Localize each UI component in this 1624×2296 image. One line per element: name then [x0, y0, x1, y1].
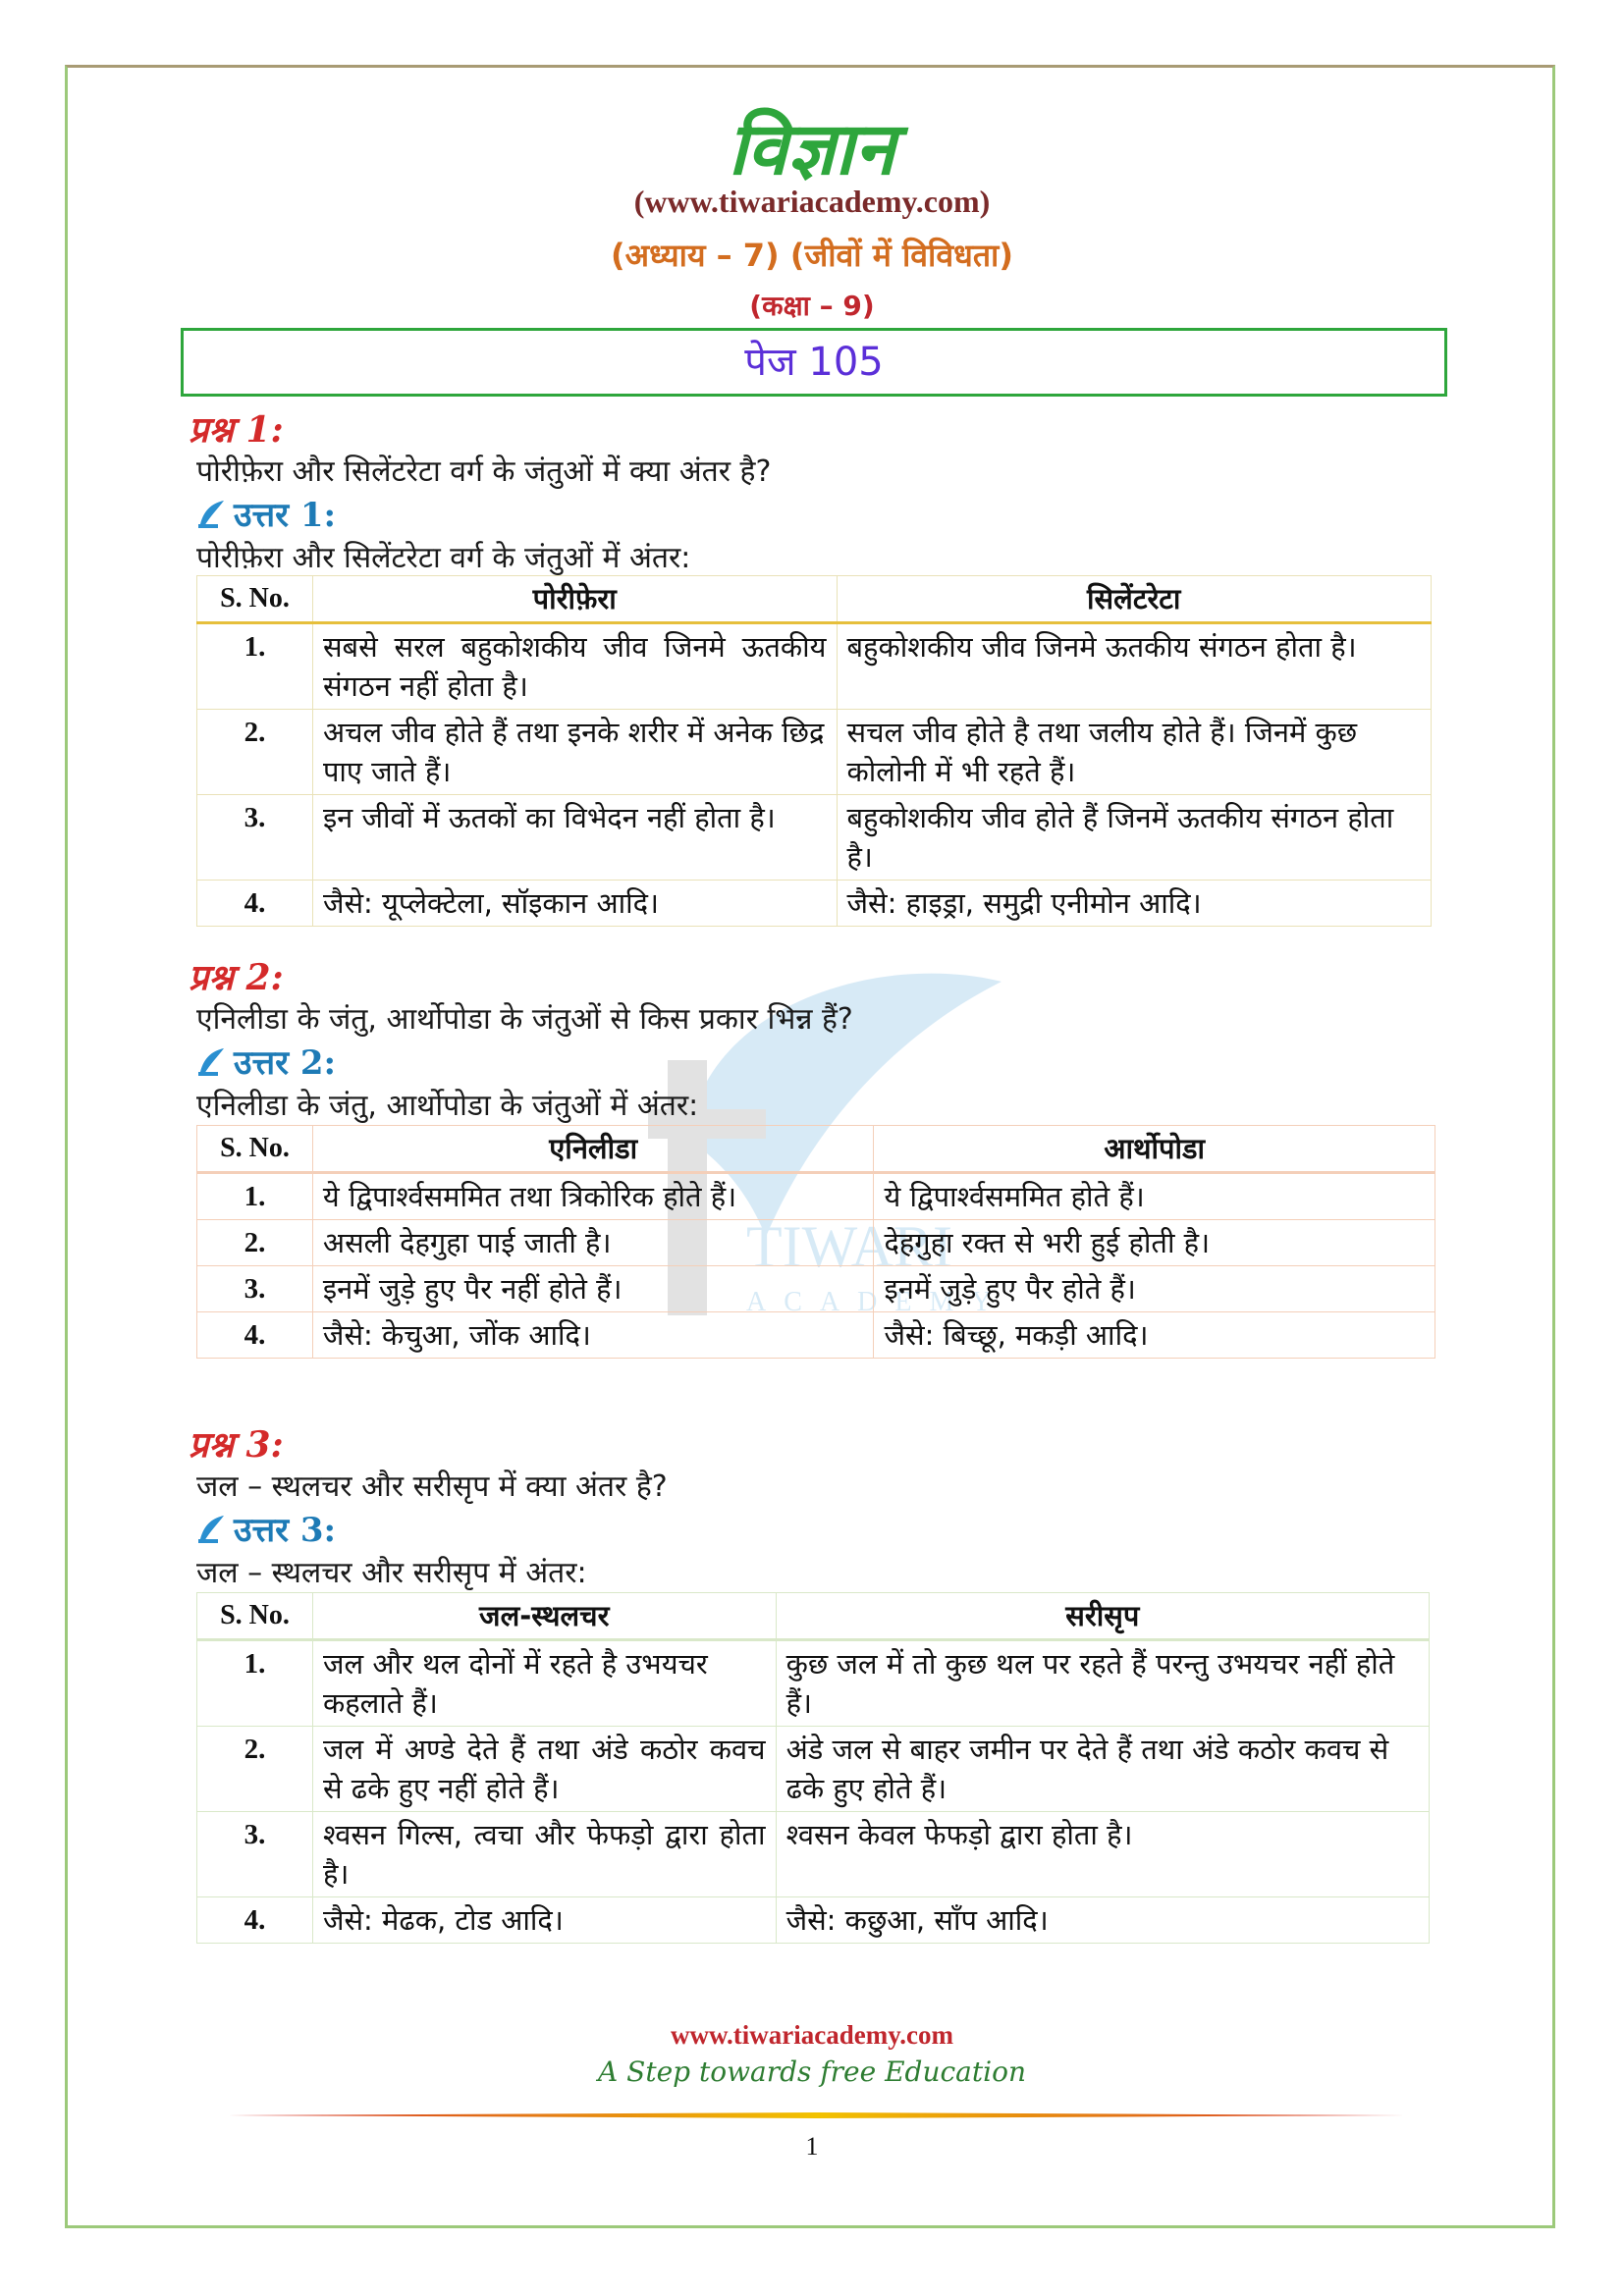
footer-divider	[228, 2112, 1406, 2118]
table-cell: 2.	[197, 1727, 313, 1812]
table-cell: 4.	[197, 881, 313, 927]
comparison-table-1	[196, 575, 1432, 927]
pen-logo-icon	[196, 1046, 226, 1078]
table-cell: जल और थल दोनों में रहते है उभयचर कहलाते हैं।	[312, 1640, 776, 1727]
table-header: आर्थोपोडा	[874, 1126, 1435, 1173]
chapter-title: (अध्याय – 7) (जीवों में विविधता)	[611, 237, 1013, 274]
table-row	[197, 1312, 1435, 1359]
watermark-subtext: ACADEMY	[746, 1287, 1009, 1317]
table-cell: 2.	[197, 1220, 313, 1266]
question-label: प्रश्न 3:	[189, 1424, 284, 1466]
table-cell: 1.	[197, 1640, 313, 1727]
table-header-row	[197, 1593, 1430, 1640]
table-cell: 3.	[197, 795, 313, 881]
question-label: प्रश्न 2:	[189, 957, 284, 998]
answer-label-text: उत्तर 1:	[234, 496, 337, 535]
table-header: S. No.	[197, 1126, 313, 1173]
table-cell: इन जीवों में ऊतकों का विभेदन नहीं होता है।	[312, 795, 837, 881]
question-label: प्रश्न 1:	[189, 409, 284, 451]
table-cell: देहगुहा रक्त से भरी हुई होती है।	[874, 1220, 1435, 1266]
answer-intro: पोरीफ़ेरा और सिलेंटरेटा वर्ग के जंतुओं में अंतर:	[196, 541, 691, 575]
table-cell: 3.	[197, 1812, 313, 1897]
table-header: S. No.	[197, 1593, 313, 1640]
answer-label-text: उत्तर 2:	[234, 1043, 337, 1083]
table-header: पोरीफ़ेरा	[312, 576, 837, 623]
answer-label	[196, 1506, 336, 1551]
answer-intro: एनिलीडा के जंतु, आर्थोपोडा के जंतुओं में अंतर:	[196, 1089, 699, 1123]
table-cell: जैसे: कछुआ, साँप आदि।	[776, 1897, 1429, 1944]
table-header: S. No.	[197, 576, 313, 623]
table-header: सिलेंटरेटा	[837, 576, 1432, 623]
table-row	[197, 881, 1432, 927]
table-header: सरीसृप	[776, 1593, 1429, 1640]
table-cell: जैसे: मेढक, टोड आदि।	[312, 1897, 776, 1944]
table-cell: 3.	[197, 1266, 313, 1312]
table-cell: श्वसन गिल्स, त्वचा और फेफड़ो द्वारा होता है।	[312, 1812, 776, 1897]
table-row	[197, 1812, 1430, 1897]
question-text: जल – स्थलचर और सरीसृप में क्या अंतर है?	[196, 1469, 668, 1504]
page-label: पेज 105	[181, 328, 1447, 397]
table-cell: इनमें जुड़े हुए पैर होते हैं।	[874, 1266, 1435, 1312]
table-row	[197, 623, 1432, 710]
table-cell: इनमें जुड़े हुए पैर नहीं होते हैं।	[312, 1266, 874, 1312]
watermark-text: TIWARI	[746, 1214, 952, 1279]
table-row	[197, 1897, 1430, 1944]
table-cell: सबसे सरल बहुकोशकीय जीव जिनमे ऊतकीय संगठन नहीं होता है।	[312, 623, 837, 710]
answer-label-text: उत्तर 3:	[234, 1511, 337, 1550]
pen-logo-icon	[196, 1514, 226, 1545]
table-cell: 1.	[197, 1173, 313, 1220]
table-cell: जैसे: यूप्लेक्टेला, सॉइकान आदि।	[312, 881, 837, 927]
footer-website[interactable]: www.tiwariacademy.com	[671, 2020, 953, 2050]
table-cell: कुछ जल में तो कुछ थल पर रहते हैं परन्तु उभयचर नहीं होते हैं।	[776, 1640, 1429, 1727]
table-cell: अंडे जल से बाहर जमीन पर देते हैं तथा अंडे कठोर कवच से ढके हुए होते हैं।	[776, 1727, 1429, 1812]
footer-tagline: A Step towards free Education	[598, 2056, 1026, 2088]
table-cell: 4.	[197, 1897, 313, 1944]
table-row	[197, 710, 1432, 795]
subject-title: विज्ञान	[728, 107, 896, 191]
table-header: जल-स्थलचर	[312, 1593, 776, 1640]
comparison-table-3	[196, 1592, 1430, 1944]
header-website[interactable]: (www.tiwariacademy.com)	[633, 184, 991, 219]
table-row	[197, 1640, 1430, 1727]
question-text: पोरीफ़ेरा और सिलेंटरेटा वर्ग के जंतुओं में क्या अंतर है?	[196, 454, 772, 489]
table-cell: 2.	[197, 710, 313, 795]
table-cell: ये द्विपार्श्वसममित होते हैं।	[874, 1173, 1435, 1220]
table-row	[197, 1727, 1430, 1812]
table-row	[197, 1266, 1435, 1312]
class-label: (कक्षा – 9)	[749, 290, 875, 322]
table-cell: जैसे: हाइड्रा, समुद्री एनीमोन आदि।	[837, 881, 1432, 927]
table-cell: असली देहगुहा पाई जाती है।	[312, 1220, 874, 1266]
table-cell: बहुकोशकीय जीव जिनमे ऊतकीय संगठन होता है।	[837, 623, 1432, 710]
table-cell: 4.	[197, 1312, 313, 1359]
table-cell: अचल जीव होते हैं तथा इनके शरीर में अनेक छिद्र पाए जाते हैं।	[312, 710, 837, 795]
table-header-row	[197, 576, 1432, 623]
table-cell: श्वसन केवल फेफड़ो द्वारा होता है।	[776, 1812, 1429, 1897]
table-row	[197, 795, 1432, 881]
table-cell: सचल जीव होते है तथा जलीय होते हैं। जिनमें कुछ कोलोनी में भी रहते हैं।	[837, 710, 1432, 795]
question-text: एनिलीडा के जंतु, आर्थोपोडा के जंतुओं से किस प्रकार भिन्न हैं?	[196, 1002, 853, 1037]
table-header: एनिलीडा	[312, 1126, 874, 1173]
answer-label	[196, 491, 336, 536]
answer-label	[196, 1039, 336, 1084]
table-cell: जैसे: बिच्छू, मकड़ी आदि।	[874, 1312, 1435, 1359]
table-row	[197, 1173, 1435, 1220]
comparison-table-2	[196, 1125, 1435, 1359]
answer-intro: जल – स्थलचर और सरीसृप में अंतर:	[196, 1556, 587, 1590]
table-cell: जैसे: केचुआ, जोंक आदि।	[312, 1312, 874, 1359]
table-row	[197, 1220, 1435, 1266]
table-header-row	[197, 1126, 1435, 1173]
table-cell: ये द्विपार्श्वसममित तथा त्रिकोरिक होते हैं।	[312, 1173, 874, 1220]
table-cell: जल में अण्डे देते हैं तथा अंडे कठोर कवच से ढके हुए नहीं होते हैं।	[312, 1727, 776, 1812]
page-number: 1	[805, 2132, 819, 2161]
table-cell: बहुकोशकीय जीव होते हैं जिनमें ऊतकीय संगठन होता है।	[837, 795, 1432, 881]
table-cell: 1.	[197, 623, 313, 710]
pen-logo-icon	[196, 499, 226, 530]
